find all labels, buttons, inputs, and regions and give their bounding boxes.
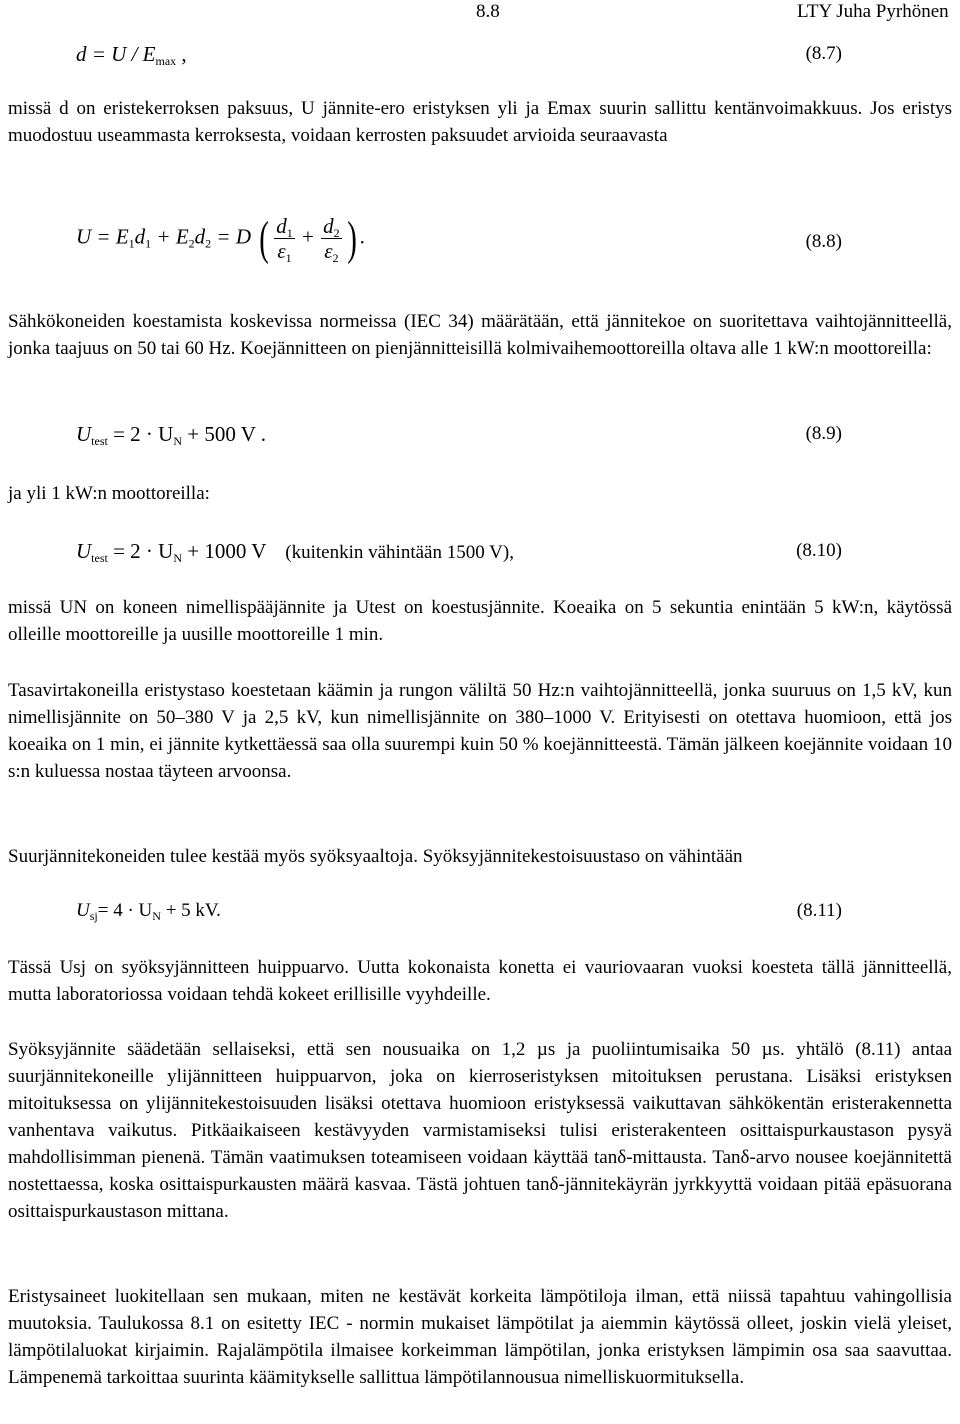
equation-8-11: $U_{sj}= 4 \cdot U_N + 5$ kV. [76,900,221,923]
equation-number-8-11: (8.11) [796,900,842,921]
paragraph-8: Syöksyjännite säädetään sellaiseksi, että sen nousuaika on 1,2 µs ja puoliintumisaika 50 µs. yhtälö (8.11) antaa suurjännitekoneille ylijännitteen huippuarvon, joka on kierroseristyksen mitoituksen perustana. Lisäksi eristyksen mitoituksessa on ylijännitekestoisuuden lisäksi otettava huomioon eristyksessä vaikuttavan sähkökentän eristerakennetta vanhentava vaikutus. Pitkäaikaiseen kestävyyden varmistamiseksi tulisi eristerakenteen osittaispurkaustason pysyä mahdollisimman pienenä. Tämän vaatimuksen toteamiseen voidaan käyttää tanδ-mittausta. Tanδ-arvo nousee koejännitettä nostettaessa, koska osittaispurkausten määrä kasvaa. Tästä johtuen tanδ-jännitekäyrän jyrkkyyttä voidaan pitää epäsuorana osittaispurkaustason mittana. [8,1039,952,1222]
paragraph-9: Eristysaineet luokitellaan sen mukaan, miten ne kestävät korkeita lämpötiloja ilman, että niissä tapahtuu vahingollisia muutoksia. Taulukossa 8.1 on esitetty IEC - normin mukaiset lämpötilat ja aiemmin käytössä olleet, joskin vielä yleiset, lämpötilaluokat kirjaimin. Rajalämpötila ilmaisee korkeimman lämpötilan, jonka eristyksen lämpimin osa saa saavuttaa. Lämpenemä tarkoittaa suurinta käämitykselle sallittua lämpötilannousua nimelliskuormituksella. [8,1286,952,1388]
paragraph-4: missä UN on koneen nimellispääjännite ja Utest on koestusjännite. Koeaika on 5 sekuntia enintään 5 kW:n, käytössä olleille moottoreille ja uusille moottoreille 1 min. [8,597,952,645]
equation-8-8: $U = E_1d_1 + E_2d_2 = D$ ( $\frac{d_1}{\varepsilon_1}$ + $\frac{d_2}{\varepsilon_2}$ ) . [76,211,365,265]
paragraph-2: Sähkökoneiden koestamista koskevissa normeissa (IEC 34) määrätään, että jännitekoe on suoritettava vaihtojännitteellä, jonka taajuus on 50 tai 60 Hz. Koejännitteen on pienjännitteisillä kolmivaihemoottoreilla oltava alle 1 kW:n moottoreilla: [8,311,952,359]
equation-8-7: $d = U / E_{max}$ , [76,42,187,68]
paragraph-1: missä d on eristekerroksen paksuus, U jännite-ero eristyksen yli ja Emax suurin sallittu kentänvoimakkuus. Jos eristys muodostuu useammasta kerroksesta, voidaan kerrosten paksuudet arvioida seuraavasta [8,98,952,146]
equation-number-8-10: (8.10) [796,540,842,561]
page-number: 8.8 [476,1,500,22]
equation-number-8-7: (8.7) [805,43,842,64]
equation-8-10: $U_{test} = 2 \cdot U_N + 1000$ V (kuitenkin vähintään 1500 V), [76,539,514,565]
header-author: LTY Juha Pyrhönen [797,1,949,22]
paragraph-5: Tasavirtakoneilla eristystaso koestetaan käämin ja rungon väliltä 50 Hz:n vaihtojännitteellä, jonka suuruus on 1,5 kV, kun nimellisjännite on 50–380 V ja 2,5 kV, kun nimellisjännite on 380–1000 V. Erityisesti on otettava huomioon, että jos koeaika on 1 min, ei jännite kytkettäessä saa olla suurempi kuin 50 % koejännitteestä. Tämän jälkeen koejännite voidaan 10 s:n kuluessa nostaa täyteen arvoonsa. [8,680,952,782]
equation-number-8-9: (8.9) [805,423,842,444]
equation-8-9: $U_{test} = 2 \cdot U_N + 500$ V . [76,422,267,448]
equation-number-8-8: (8.8) [805,231,842,252]
paragraph-7: Tässä Usj on syöksyjännitteen huippuarvo. Uutta kokonaista konetta ei vauriovaaran vuoksi koesteta tällä jännitteellä, mutta laboratoriossa voidaan tehdä kokeet erillisille vyyhdeille. [8,957,952,1005]
paragraph-6: Suurjännitekoneiden tulee kestää myös syöksyaaltoja. Syöksyjännitekestoisuustaso on vähintään [8,846,743,867]
paragraph-3: ja yli 1 kW:n moottoreilla: [8,483,210,504]
